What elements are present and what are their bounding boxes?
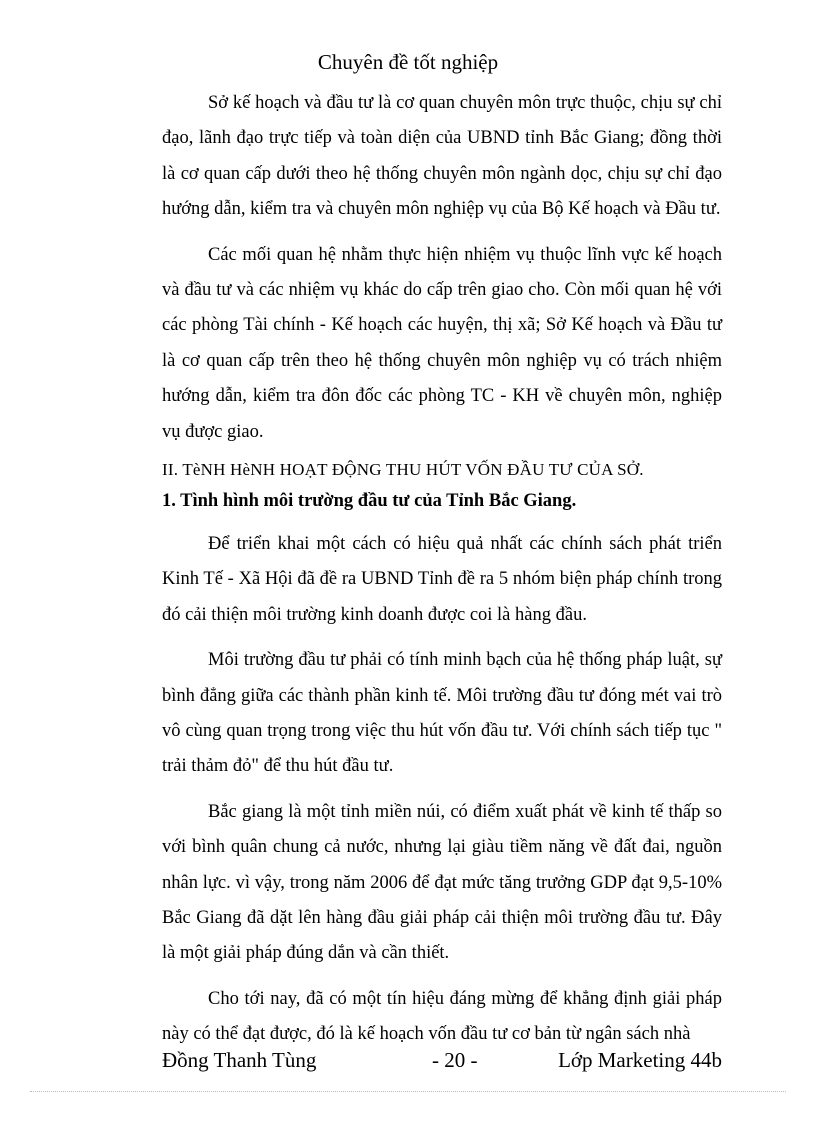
section-heading: II. TèNH HèNH HOẠT ĐỘNG THU HÚT VỐN ĐẦU TƯ CỦA SỞ. xyxy=(162,460,644,480)
subsection-heading: 1. Tình hình môi trường đầu tư của Tỉnh Bắc Giang. xyxy=(162,491,577,512)
paragraph-bac-giang-overview: Bắc giang là một tỉnh miền núi, có điểm xuất phát về kinh tế thấp so với bình quân chung cả nước, nhưng lại giàu tiềm năng về đất đai, nguồn nhân lực. vì vậy, trong năm 2006 để đạt mức tăng trưởng GDP đạt 9,5-10% Bắc Giang đã dặt lên hàng đầu giải pháp cải thiện môi trường đầu tư. Đây là một giải pháp đúng dắn và cần thiết. xyxy=(162,801,722,964)
paragraph-policy-groups: Để triển khai một cách có hiệu quả nhất các chính sách phát triển Kinh Tế - Xã Hội đã đề ra UBND Tỉnh đề ra 5 nhóm biện pháp chính trong đó cải thiện môi trường kinh doanh được coi là hàng đầu. xyxy=(162,533,722,625)
footer-page-number: - 20 - xyxy=(432,1048,478,1072)
page-footer xyxy=(162,1048,722,1080)
page-bottom-divider xyxy=(30,1091,786,1092)
document-title: Chuyên đề tốt nghiệp xyxy=(317,50,499,74)
document-body xyxy=(162,86,722,1053)
page-header xyxy=(0,50,816,75)
footer-author: Đồng Thanh Tùng xyxy=(162,1048,317,1072)
paragraph-positive-signal: Cho tới nay, đã có một tín hiệu đáng mừng để khẳng định giải pháp này có thể đạt được, đó là kế hoạch vốn đầu tư cơ bản từ ngân sách nhà xyxy=(162,988,722,1045)
paragraph-relationships: Các mối quan hệ nhằm thực hiện nhiệm vụ thuộc lĩnh vực kế hoạch và đầu tư và các nhiệm vụ khác do cấp trên giao cho. Còn mối quan hệ với các phòng Tài chính - Kế hoạch các huyện, thị xã; Sở Kế hoạch và Đầu tư là cơ quan cấp trên theo hệ thống chuyên môn nghiệp vụ có trách nhiệm hướng dẫn, kiểm tra đôn đốc các phòng TC - KH về chuyên môn, nghiệp vụ được giao. xyxy=(162,244,722,442)
paragraph-investment-environment: Môi trường đầu tư phải có tính minh bạch của hệ thống pháp luật, sự bình đẳng giữa các thành phần kinh tế. Môi trường đầu tư đóng mét vai trò vô cùng quan trọng trong việc thu hút vốn đầu tư. Với chính sách tiếp tục " trải thảm đỏ" để thu hút đầu tư. xyxy=(162,650,722,777)
footer-class-name: Lớp Marketing 44b xyxy=(558,1048,722,1072)
paragraph-department-role: Sở kế hoạch và đầu tư là cơ quan chuyên môn trực thuộc, chịu sự chỉ đạo, lãnh đạo trực tiếp và toàn diện của UBND tỉnh Bắc Giang; đồng thời là cơ quan cấp dưới theo hệ thống chuyên môn ngành dọc, chịu sự chỉ đạo hướng dẫn, kiểm tra và chuyên môn nghiệp vụ của Bộ Kế hoạch và Đầu tư. xyxy=(162,93,722,220)
